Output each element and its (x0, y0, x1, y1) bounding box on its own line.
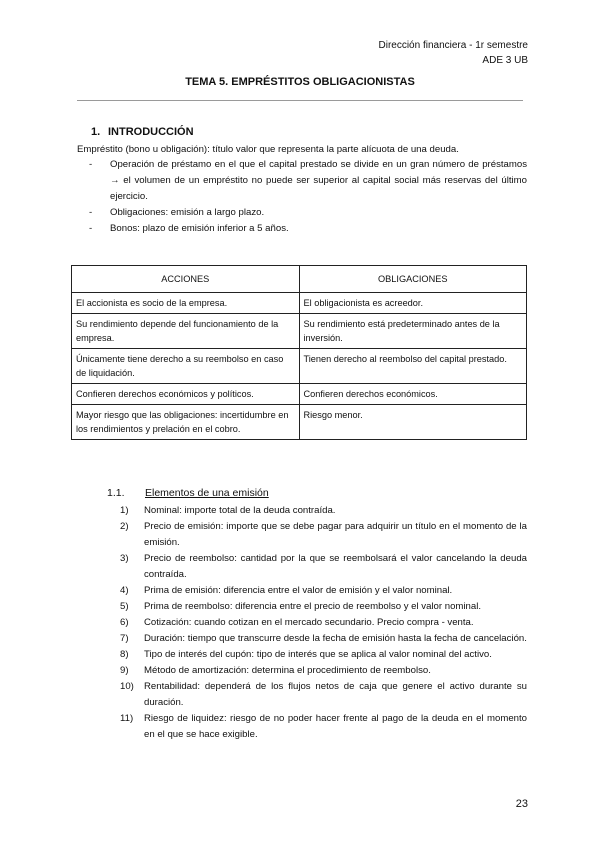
list-item (120, 711, 527, 743)
list-item (120, 583, 527, 599)
item-text: Riesgo de liquidez: riesgo de no poder hacer frente al pago de la deuda en el momento en el que se hace exigible. (144, 713, 527, 740)
header-program: ADE 3 UB (482, 55, 528, 66)
list-item (120, 647, 527, 663)
table-row (72, 293, 527, 314)
header-cell-acciones: ACCIONES (72, 266, 300, 293)
comparison-table (71, 265, 527, 440)
page-title: TEMA 5. EMPRÉSTITOS OBLIGACIONISTAS (185, 76, 415, 88)
list-item (120, 503, 527, 519)
bullet-dash: - (89, 223, 93, 234)
item-text: Nominal: importe total de la deuda contraída. (144, 505, 336, 516)
list-item (89, 157, 527, 205)
table-cell: Su rendimiento está predeterminado antes de la inversión. (299, 314, 527, 349)
elements-list (120, 503, 527, 743)
table-cell: Riesgo menor. (299, 405, 527, 440)
item-text: Precio de emisión: importe que se debe pagar para adquirir un título en el momento de la emisión. (144, 521, 527, 548)
list-item (120, 679, 527, 711)
bullet-dash: - (89, 207, 93, 218)
section-title: INTRODUCCIÓN (108, 126, 194, 138)
bullet-text: Operación de préstamo en el que el capital prestado se divide en un gran número de préstamos → el volumen de un empréstito no puede ser superior al capital social más reservas del último ejercicio. (110, 159, 527, 202)
bullet-dash: - (89, 159, 93, 170)
table-cell: El obligacionista es acreedor. (299, 293, 527, 314)
item-number: 11) (120, 713, 134, 724)
item-number: 3) (120, 553, 129, 564)
item-text: Método de amortización: determina el procedimiento de reembolso. (144, 665, 431, 676)
table-cell: El accionista es socio de la empresa. (72, 293, 300, 314)
subsection-title: Elementos de una emisión (145, 487, 269, 499)
item-text: Prima de reembolso: diferencia entre el precio de reembolso y el valor nominal. (144, 601, 482, 612)
page-number: 23 (515, 798, 528, 810)
section-heading (91, 126, 194, 138)
page-header (379, 38, 529, 68)
table-row (72, 314, 527, 349)
table-cell: Confieren derechos económicos y políticos. (72, 384, 300, 405)
bullet-text: Bonos: plazo de emisión inferior a 5 años. (110, 223, 289, 234)
item-number: 6) (120, 617, 129, 628)
list-item (120, 631, 527, 647)
table-row (72, 405, 527, 440)
definition-paragraph: Empréstito (bono u obligación): título valor que representa la parte alícuota de una deuda. (77, 144, 459, 155)
item-number: 2) (120, 521, 129, 532)
table-cell: Su rendimiento depende del funcionamiento de la empresa. (72, 314, 300, 349)
item-text: Prima de emisión: diferencia entre el valor de emisión y el valor nominal. (144, 585, 453, 596)
item-number: 10) (120, 681, 134, 692)
item-text: Cotización: cuando cotizan en el mercado secundario. Precio compra - venta. (144, 617, 474, 628)
table-cell: Únicamente tiene derecho a su reembolso en caso de liquidación. (72, 349, 300, 384)
list-item (120, 519, 527, 551)
table-row (72, 349, 527, 384)
item-number: 4) (120, 585, 129, 596)
list-item (89, 205, 527, 221)
list-item (120, 663, 527, 679)
list-item (120, 551, 527, 583)
header-cell-obligaciones: OBLIGACIONES (299, 266, 527, 293)
table-cell: Mayor riesgo que las obligaciones: incertidumbre en los rendimientos y prelación en el cobro. (72, 405, 300, 440)
item-text: Precio de reembolso: cantidad por la que se reembolsará el valor cancelando la deuda contraída. (144, 553, 527, 580)
subsection-heading (107, 487, 269, 499)
item-text: Duración: tiempo que transcurre desde la fecha de emisión hasta la fecha de cancelación. (144, 633, 527, 644)
item-number: 7) (120, 633, 129, 644)
header-course: Dirección financiera - 1r semestre (378, 40, 528, 51)
subsection-number: 1.1. (107, 487, 125, 499)
table-row (72, 384, 527, 405)
item-number: 8) (120, 649, 129, 660)
table-cell: Confieren derechos económicos. (299, 384, 527, 405)
item-number: 9) (120, 665, 129, 676)
section-number: 1. (91, 126, 101, 138)
item-number: 1) (120, 505, 129, 516)
list-item (120, 599, 527, 615)
bullet-text: Obligaciones: emisión a largo plazo. (110, 207, 265, 218)
list-item (89, 221, 527, 237)
title-divider (77, 100, 523, 101)
item-text: Tipo de interés del cupón: tipo de interés que se aplica al valor nominal del activo. (144, 649, 492, 660)
intro-bullet-list (89, 157, 527, 237)
list-item (120, 615, 527, 631)
item-text: Rentabilidad: dependerá de los flujos netos de caja que genere el activo durante su duración. (144, 681, 527, 708)
item-number: 5) (120, 601, 129, 612)
table-header-row (72, 266, 527, 293)
table-cell: Tienen derecho al reembolso del capital prestado. (299, 349, 527, 384)
